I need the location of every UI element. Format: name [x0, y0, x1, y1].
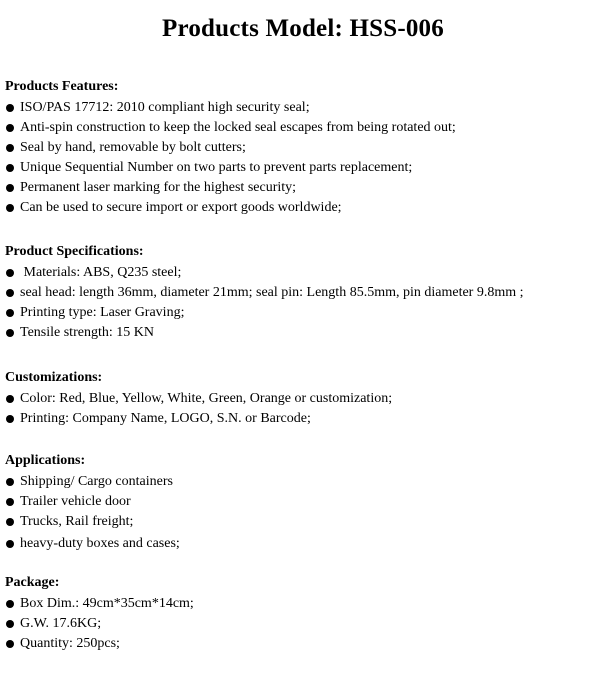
list-item-text: Unique Sequential Number on two parts to prevent parts replacement;	[20, 160, 413, 175]
list-item	[5, 409, 601, 429]
list-item-text: Permanent laser marking for the highest security;	[20, 180, 297, 195]
applications-list	[5, 472, 601, 554]
list-item	[5, 283, 601, 303]
features-list	[5, 98, 601, 218]
section-products-features	[5, 78, 601, 218]
specs-list	[5, 263, 601, 343]
list-item	[5, 534, 601, 554]
package-list	[5, 594, 601, 654]
section-customizations	[5, 369, 601, 429]
list-item-text: Shipping/ Cargo containers	[20, 474, 173, 489]
list-item	[5, 98, 601, 118]
bullet-icon	[6, 144, 14, 152]
bullet-icon	[6, 184, 14, 192]
list-item	[5, 138, 601, 158]
list-item	[5, 492, 601, 512]
list-item-text: Tensile strength: 15 KN	[20, 325, 154, 340]
list-item	[5, 594, 601, 614]
bullet-icon	[6, 415, 14, 423]
list-item-text: Color: Red, Blue, Yellow, White, Green, Orange or customization;	[20, 391, 393, 406]
bullet-icon	[6, 600, 14, 608]
section-heading: Product Specifications:	[5, 244, 144, 259]
list-item	[5, 472, 601, 492]
list-item-text: G.W. 17.6KG;	[20, 616, 102, 631]
bullet-icon	[6, 269, 14, 277]
list-item-text: Trucks, Rail freight;	[20, 514, 134, 529]
list-item-text: Trailer vehicle door	[20, 494, 131, 509]
list-item	[5, 158, 601, 178]
list-item	[5, 198, 601, 218]
list-item	[5, 178, 601, 198]
bullet-icon	[6, 640, 14, 648]
list-item-text: Materials: ABS, Q235 steel;	[20, 265, 182, 280]
bullet-icon	[6, 329, 14, 337]
bullet-icon	[6, 104, 14, 112]
section-heading: Package:	[5, 575, 60, 590]
section-heading: Applications:	[5, 453, 86, 468]
page-title: Products Model: HSS-006	[162, 15, 444, 42]
section-applications	[5, 452, 601, 554]
bullet-icon	[6, 289, 14, 297]
list-item-text: ISO/PAS 17712: 2010 compliant high security seal;	[20, 100, 310, 115]
list-item	[5, 512, 601, 532]
bullet-icon	[6, 164, 14, 172]
list-item	[5, 263, 601, 283]
bullet-icon	[6, 518, 14, 526]
section-package	[5, 574, 601, 654]
list-item	[5, 614, 601, 634]
list-item	[5, 118, 601, 138]
list-item-text: seal head: length 36mm, diameter 21mm; seal pin: Length 85.5mm, pin diameter 9.8mm ;	[20, 285, 524, 300]
bullet-icon	[6, 204, 14, 212]
bullet-icon	[6, 124, 14, 132]
list-item	[5, 303, 601, 323]
bullet-icon	[6, 309, 14, 317]
list-item-text: Quantity: 250pcs;	[20, 636, 120, 651]
bullet-icon	[6, 395, 14, 403]
list-item	[5, 634, 601, 654]
list-item-text: Box Dim.: 49cm*35cm*14cm;	[20, 596, 194, 611]
list-item	[5, 389, 601, 409]
list-item-text: Can be used to secure import or export goods worldwide;	[20, 200, 342, 215]
list-item	[5, 323, 601, 343]
bullet-icon	[6, 478, 14, 486]
bullet-icon	[6, 498, 14, 506]
customizations-list	[5, 389, 601, 429]
section-heading: Products Features:	[5, 79, 119, 94]
list-item-text: Printing type: Laser Graving;	[20, 305, 185, 320]
section-product-specifications	[5, 243, 601, 343]
list-item-text: Anti-spin construction to keep the locked seal escapes from being rotated out;	[20, 120, 456, 135]
list-item-text: Seal by hand, removable by bolt cutters;	[20, 140, 246, 155]
list-item-text: heavy-duty boxes and cases;	[20, 536, 180, 551]
bullet-icon	[6, 540, 14, 548]
list-item-text: Printing: Company Name, LOGO, S.N. or Barcode;	[20, 411, 311, 426]
section-heading: Customizations:	[5, 370, 103, 385]
bullet-icon	[6, 620, 14, 628]
